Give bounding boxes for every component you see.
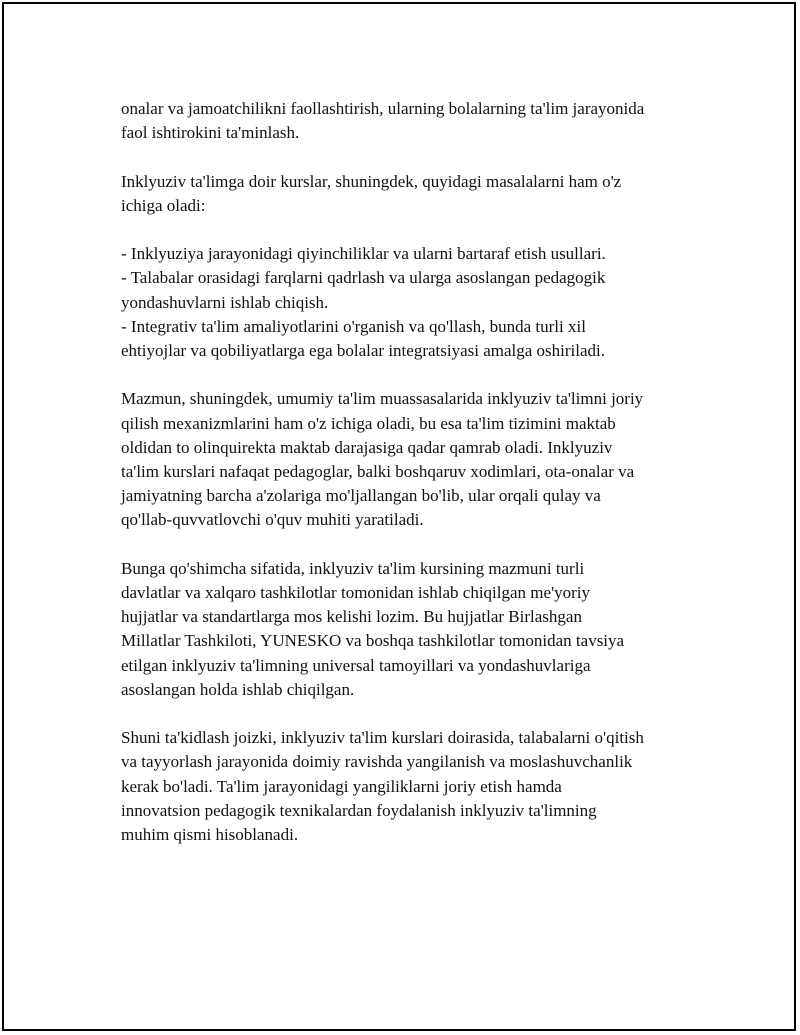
page-body (121, 97, 721, 871)
paragraph-intro-continuation: onalar va jamoatchilikni faollashtirish, ularning bolalarning ta'lim jarayonida faol ishtirokini ta'minlash. (121, 99, 645, 143)
paragraph-course-topics: Inklyuziv ta'limga doir kurslar, shuningdek, quyidagi masalalarni ham o'z ichiga oladi: (121, 171, 622, 215)
paragraph-international-standards: Bunga qo'shimcha sifatida, inklyuziv ta'lim kursining mazmuni turli davlatlar va xalqaro tashkilotlar tomonidan ishlab chiqilgan me'yoriy hujjatlar va standartlarga mos kelishi lozim. Bu hujjatlar Birlashgan Millatlar Tashkiloti, YUNESKO va boshqa tashkilotlar tomonidan tavsiya etilgan inklyuziv ta'limning universal tamoyillari va yondashuvlariga asoslangan holda ishlab chiqilgan. (121, 558, 625, 699)
list-item: - Integrativ ta'lim amaliyotlarini o'rganish va qo'llash, bunda turli xil ehtiyojlar va qobiliyatlarga ega bolalar integratsiyasi amalga oshiriladi. (121, 316, 606, 360)
list-item: - Inklyuziya jarayonidagi qiyinchiliklar va ularni bartaraf etish usullari. (121, 244, 606, 264)
paragraph-innovation: Shuni ta'kidlash joizki, inklyuziv ta'lim kurslari doirasida, talabalarni o'qitish va tayyorlash jarayonida doimiy ravishda yangilanish va moslashuvchanlik kerak bo'ladi. Ta'lim jarayonidagi yangiliklarni joriy etish hamda innovatsion pedagogik texnikalardan foydalanish inklyuziv ta'limning muhim qismi hisoblanadi. (121, 728, 644, 845)
topics-list (121, 242, 721, 363)
list-item: - Talabalar orasidagi farqlarni qadrlash va ularga asoslangan pedagogik yondashuvlarni ishlab chiqish. (121, 268, 606, 312)
page-frame (2, 2, 796, 1031)
paragraph-content-scope: Mazmun, shuningdek, umumiy ta'lim muassasalarida inklyuziv ta'limni joriy qilish mexanizmlarini ham o'z ichiga oladi, bu esa ta'lim tizimini maktab oldidan to olinquirekta maktab darajasiga qadar qamrab oladi. Inklyuziv ta'lim kurslari nafaqat pedagoglar, balki boshqaruv xodimlari, ota-onalar va jamiyatning barcha a'zolariga mo'ljallangan bo'lib, ular orqali qulay va qo'llab-quvvatlovchi o'quv muhiti yaratiladi. (121, 389, 644, 530)
